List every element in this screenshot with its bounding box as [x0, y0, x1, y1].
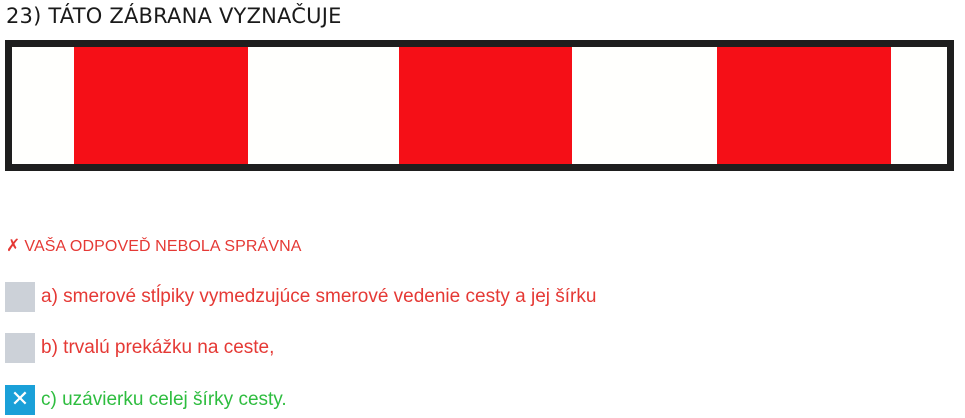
checked-x-icon: ✕: [10, 387, 30, 412]
wrong-mark-icon: ✗: [6, 236, 21, 255]
barrier-stripe-red: [399, 47, 572, 164]
answer-checkbox-checked[interactable]: [5, 385, 35, 415]
barrier-stripe-red: [74, 47, 248, 164]
answer-checkbox[interactable]: [5, 282, 35, 312]
answer-label[interactable]: a) smerové stĺpiky vymedzujúce smerové vedenie cesty a jej šírku: [41, 286, 597, 307]
answer-label[interactable]: b) trvalú prekážku na ceste,: [41, 337, 275, 358]
feedback-text: VAŠA ODPOVEĎ NEBOLA SPRÁVNA: [24, 238, 302, 255]
answer-option-c[interactable]: [5, 385, 287, 415]
barrier-stripe-white: [12, 47, 74, 164]
feedback-message: [6, 236, 302, 256]
barrier-stripe-red: [717, 47, 891, 164]
barrier-stripe-white: [248, 47, 399, 164]
barrier-stripe-white: [891, 47, 947, 164]
barrier-image: [5, 40, 954, 171]
answer-option-a[interactable]: [5, 282, 596, 312]
answer-checkbox[interactable]: [5, 333, 35, 363]
question-title: 23) TÁTO ZÁBRANA VYZNAČUJE: [6, 4, 342, 28]
answer-label[interactable]: c) uzávierku celej šírky cesty.: [41, 389, 287, 410]
barrier-stripe-white: [572, 47, 717, 164]
answer-option-b[interactable]: [5, 333, 274, 363]
